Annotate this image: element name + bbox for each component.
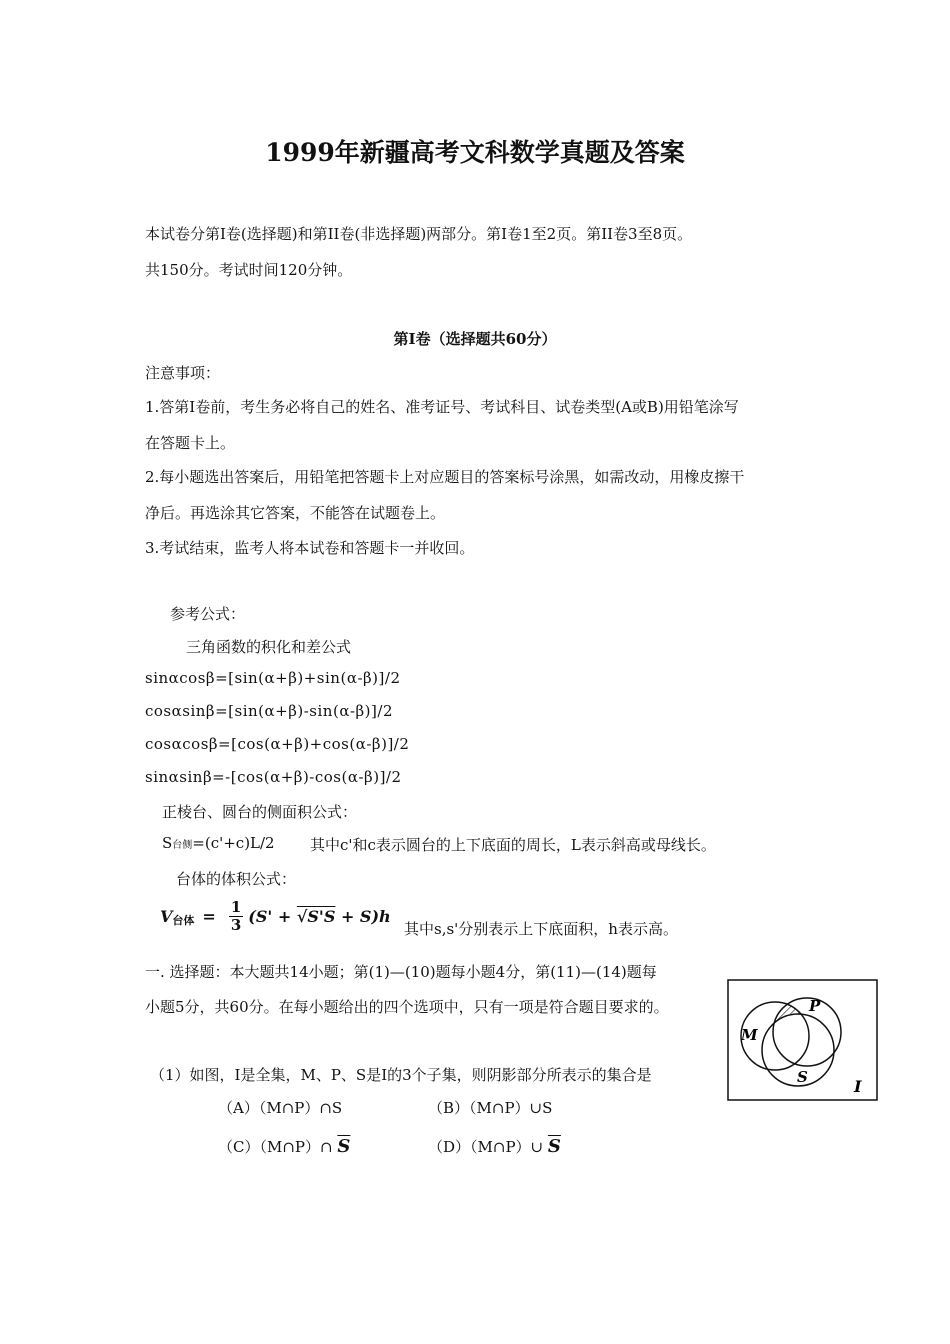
area-expression: =(c'+c)L/2	[192, 834, 275, 852]
frustum-volume-title: 台体的体积公式：	[176, 870, 297, 888]
notice-line: 净后。再选涂其它答案，不能答在试题卷上。	[145, 504, 446, 522]
option-a: （A）（M∩P）∩S	[218, 1099, 343, 1117]
notice-line: 1.答第Ⅰ卷前，考生务必将自己的姓名、准考证号、考试科目、试卷类型(A或B)用铅笔涂写	[145, 398, 739, 416]
volume-subscript: 台体	[172, 913, 195, 927]
volume-expr-b: + S)h	[335, 907, 391, 926]
option-d-text: （D）（M∩P）∪	[428, 1138, 544, 1156]
fraction-denominator: 3	[230, 916, 242, 934]
option-c-text: （C）（M∩P）∩	[218, 1138, 333, 1156]
intro-line-1: 本试卷分第Ⅰ卷(选择题)和第II卷(非选择题)两部分。第Ⅰ卷1至2页。第II卷3至8页。	[145, 225, 693, 243]
trig-formula: sinαcosβ=[sin(α+β)+sin(α-β)]/2	[145, 669, 401, 687]
fraction-one-third	[229, 900, 243, 933]
fraction-numerator: 1	[230, 898, 242, 916]
volume-formula	[160, 900, 391, 933]
reference-title: 参考公式：	[170, 605, 246, 623]
area-subscript: 台侧	[172, 840, 193, 851]
label-i: I	[854, 1077, 862, 1096]
option-c	[218, 1136, 350, 1157]
trig-formula: cosαsinβ=[sin(α+β)-sin(α-β)]/2	[145, 702, 393, 720]
frustum-area-formula	[162, 834, 275, 852]
trig-formula: cosαcosβ=[cos(α+β)+cos(α-β)]/2	[145, 735, 410, 753]
volume-v: V	[160, 907, 173, 926]
label-m: M	[741, 1026, 758, 1044]
area-s-symbol: S	[162, 834, 173, 852]
volume-equals: =	[202, 907, 216, 926]
volume-sqrt: √S'S	[296, 907, 336, 926]
label-p: P	[809, 997, 821, 1015]
frustum-area-title: 正棱台、圆台的侧面积公式：	[162, 803, 358, 821]
option-d	[428, 1136, 561, 1157]
complement-s: $\overline{S}$	[547, 1136, 561, 1157]
notice-line: 3.考试结束，监考人将本试卷和答题卡一并收回。	[145, 539, 475, 557]
venn-diagram	[727, 978, 879, 1102]
intro-line-2: 共150分。考试时间120分钟。	[145, 261, 353, 279]
volume-expr-a: (S' +	[248, 907, 297, 926]
section-title: 第Ⅰ卷（选择题共60分）	[393, 330, 557, 348]
question-stem: （1）如图，I是全集，M、P、S是I的3个子集，则阴影部分所表示的集合是	[150, 1066, 652, 1084]
volume-note: 其中s,s'分别表示上下底面积，h表示高。	[404, 920, 678, 938]
label-s: S	[797, 1068, 808, 1086]
option-b: （B）（M∩P）∪S	[428, 1099, 553, 1117]
part1-line-1: 一. 选择题：本大题共14小题；第(1)—(10)题每小题4分，第(11)—(14)题每	[145, 963, 657, 981]
trig-formula: sinαsinβ=-[cos(α+β)-cos(α-β)]/2	[145, 768, 402, 786]
complement-s: $\overline{S}$	[337, 1136, 351, 1157]
part1-line-2: 小题5分，共60分。在每小题给出的四个选项中，只有一项是符合题目要求的。	[145, 998, 669, 1016]
page-title: 1999年新疆高考文科数学真题及答案	[265, 138, 685, 167]
notice-line: 2.每小题选出答案后，用铅笔把答题卡上对应题目的答案标号涂黑，如需改动，用橡皮擦干	[145, 468, 745, 486]
notice-line: 在答题卡上。	[145, 434, 236, 452]
notice-title: 注意事项：	[145, 364, 221, 382]
frustum-area-note: 其中c'和c表示圆台的上下底面的周长，L表示斜高或母线长。	[310, 836, 716, 854]
trig-title: 三角函数的积化和差公式	[186, 638, 352, 656]
